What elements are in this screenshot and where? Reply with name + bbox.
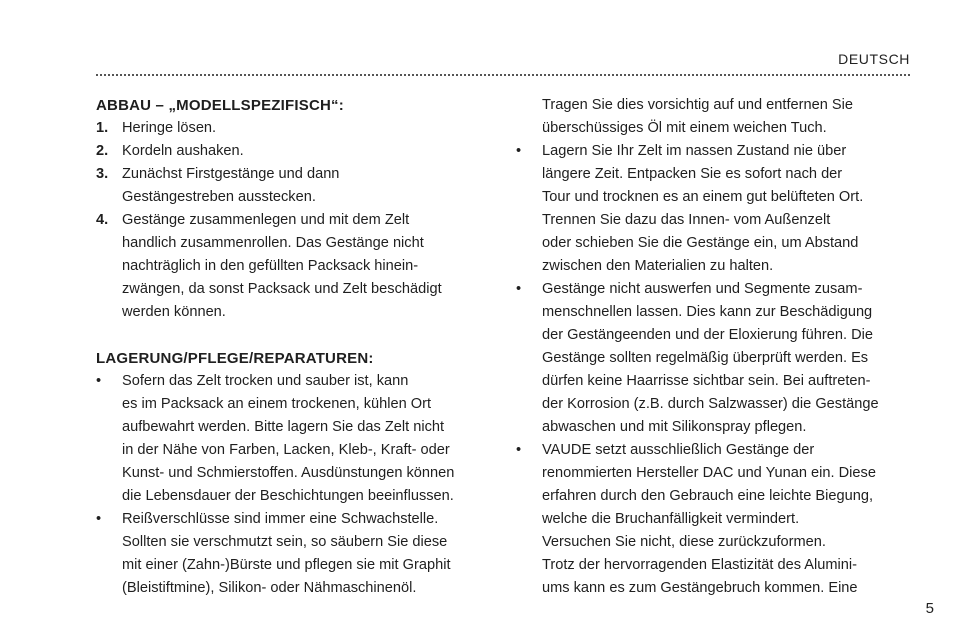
bullet-marker: • xyxy=(516,281,522,297)
bullet-marker: • xyxy=(516,442,522,458)
text-line: überschüssiges Öl mit einem weichen Tuch. xyxy=(542,120,827,136)
text-line: Gestänge zusammenlegen und mit dem Zelt xyxy=(122,212,410,228)
item-text xyxy=(122,140,496,163)
section-heading-abbau: ABBAU – „MODELLSPEZIFISCH“: xyxy=(96,97,344,114)
text-line: Tragen Sie dies vorsichtig auf und entfernen Sie xyxy=(542,97,853,113)
bullet-item xyxy=(96,370,496,508)
text-line: Tour und trocknen es an einem gut belüfteten Ort. xyxy=(542,189,864,205)
text-line: ums kann es zum Gestängebruch kommen. Eine xyxy=(542,580,858,596)
text-line: Versuchen Sie nicht, diese zurückzuformen. xyxy=(542,534,826,550)
care-bullets-list xyxy=(516,140,916,600)
text-line: aufbewahrt werden. Bitte lagern Sie das Zelt nicht xyxy=(122,419,445,435)
text-line: Trotz der hervorragenden Elastizität des Alumini- xyxy=(542,557,857,573)
text-line: dürfen keine Haarrisse sichtbar sein. Bei auftreten- xyxy=(542,373,871,389)
text-line: der Gestängeenden und der Eloxierung führen. Die xyxy=(542,327,874,343)
text-line: Heringe lösen. xyxy=(122,120,217,136)
step-number: 1. xyxy=(96,120,109,136)
page-number: 5 xyxy=(925,600,934,617)
item-text xyxy=(122,370,496,508)
numbered-step xyxy=(96,117,496,140)
text-line: abwaschen und mit Silikonspray pflegen. xyxy=(542,419,807,435)
bullet-item xyxy=(516,140,916,278)
item-text xyxy=(122,163,496,209)
right-column xyxy=(516,94,916,600)
text-line: nachträglich in den gefüllten Packsack hinein- xyxy=(122,258,419,274)
continued-paragraph xyxy=(516,94,916,140)
text-line: erfahren durch den Gebrauch eine leichte Biegung, xyxy=(542,488,874,504)
text-line: Sofern das Zelt trocken und sauber ist, kann xyxy=(122,373,409,389)
text-line: (Bleistiftmine), Silikon- oder Nähmaschinenöl. xyxy=(122,580,417,596)
bullet-marker: • xyxy=(96,511,102,527)
text-line: Zunächst Firstgestänge und dann xyxy=(122,166,340,182)
text-line: Trennen Sie dazu das Innen- vom Außenzelt xyxy=(542,212,831,228)
text-line: Gestänge nicht auswerfen und Segmente zusam- xyxy=(542,281,863,297)
numbered-step xyxy=(96,209,496,324)
text-line: zwängen, da sonst Packsack und Zelt beschädigt xyxy=(122,281,442,297)
text-line: Kunst- und Schmierstoffen. Ausdünstungen können xyxy=(122,465,455,481)
text-line: Gestängestreben ausstecken. xyxy=(122,189,316,205)
step-number: 3. xyxy=(96,166,109,182)
bullet-item xyxy=(516,278,916,439)
item-text xyxy=(122,508,496,600)
dotted-divider xyxy=(96,74,910,76)
text-line: der Korrosion (z.B. durch Salzwasser) die Gestänge xyxy=(542,396,879,412)
text-line: welche die Bruchanfälligkeit vermindert. xyxy=(542,511,800,527)
section-heading-lagerung: LAGERUNG/PFLEGE/REPARATUREN: xyxy=(96,350,374,367)
numbered-step xyxy=(96,140,496,163)
text-line: handlich zusammenrollen. Das Gestänge nicht xyxy=(122,235,424,251)
bullet-item xyxy=(96,508,496,600)
left-column xyxy=(96,94,496,600)
text-line: werden können. xyxy=(122,304,226,320)
bullet-marker: • xyxy=(516,143,522,159)
language-label: DEUTSCH xyxy=(838,51,910,67)
abbau-steps-list xyxy=(96,117,496,324)
text-line: es im Packsack an einem trockenen, kühlen Ort xyxy=(122,396,432,412)
text-line: Sollten sie verschmutzt sein, so säubern Sie diese xyxy=(122,534,448,550)
text-line: mit einer (Zahn-)Bürste und pflegen sie mit Graphit xyxy=(122,557,451,573)
text-line: menschnellen lassen. Dies kann zur Beschädigung xyxy=(542,304,873,320)
text-line: längere Zeit. Entpacken Sie es sofort nach der xyxy=(542,166,843,182)
text-line: Lagern Sie Ihr Zelt im nassen Zustand nie über xyxy=(542,143,847,159)
text-line: oder schieben Sie die Gestänge ein, um Abstand xyxy=(542,235,859,251)
text-line: in der Nähe von Farben, Lacken, Kleb-, Kraft- oder xyxy=(122,442,450,458)
text-line: Kordeln aushaken. xyxy=(122,143,244,159)
lagerung-bullets-list xyxy=(96,370,496,600)
step-number: 4. xyxy=(96,212,109,228)
text-line: renommierten Hersteller DAC und Yunan ein. Diese xyxy=(542,465,876,481)
text-line: zwischen den Materialien zu halten. xyxy=(542,258,774,274)
item-text xyxy=(122,209,496,324)
text-line: Gestänge sollten regelmäßig überprüft werden. Es xyxy=(542,350,869,366)
numbered-step xyxy=(96,163,496,209)
item-text xyxy=(542,439,916,600)
text-line: die Lebensdauer der Beschichtungen beeinflussen. xyxy=(122,488,454,504)
text-line: Reißverschlüsse sind immer eine Schwachstelle. xyxy=(122,511,439,527)
item-text xyxy=(542,140,916,278)
item-text xyxy=(122,117,496,140)
bullet-marker: • xyxy=(96,373,102,389)
step-number: 2. xyxy=(96,143,109,159)
bullet-item xyxy=(516,439,916,600)
text-line: VAUDE setzt ausschließlich Gestänge der xyxy=(542,442,815,458)
item-text xyxy=(542,278,916,439)
section-spacer xyxy=(96,324,496,347)
